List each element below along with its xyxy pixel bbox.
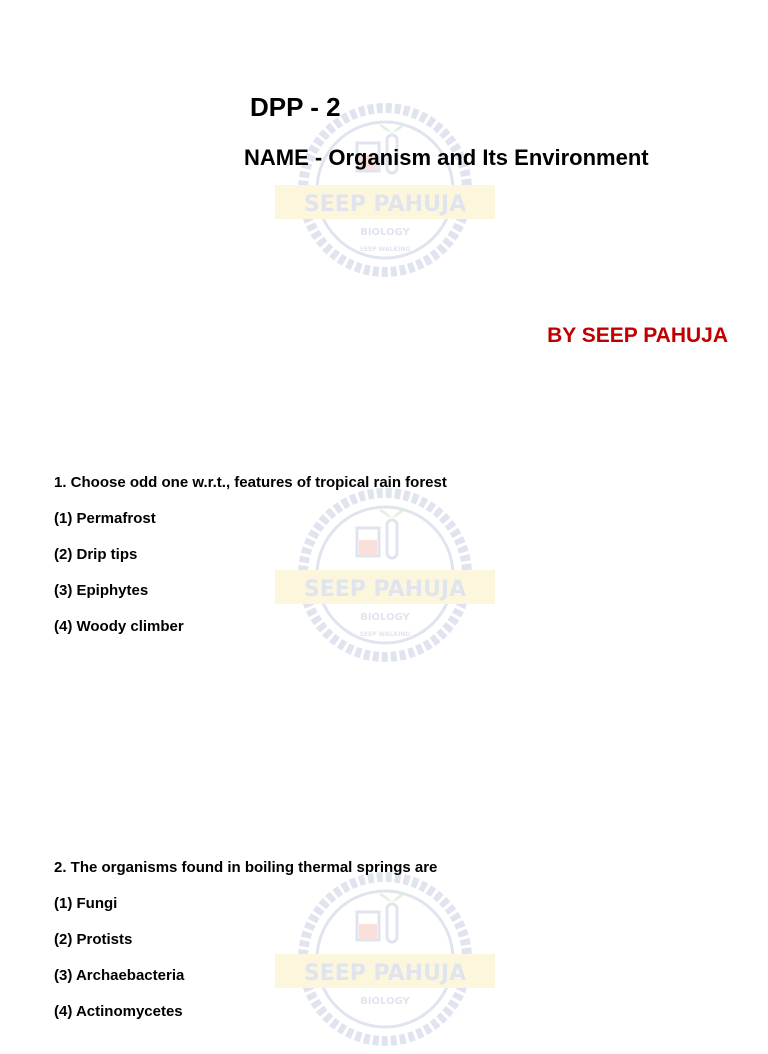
watermark-tagline-text: BIOLOGY [360, 227, 410, 238]
document-title: DPP - 2 [250, 92, 341, 122]
watermark-small-text: SEEP WALKING [359, 631, 411, 638]
watermark-tagline-text: BIOLOGY [360, 612, 410, 623]
option-4: (4) Woody climber [54, 618, 184, 635]
watermark-brand-text: SEEP PAHUJA [303, 192, 467, 217]
question-text: 1. Choose odd one w.r.t., features of tropical rain forest [54, 474, 447, 491]
question-2 [54, 859, 734, 1039]
option-4: (4) Actinomycetes [54, 1003, 183, 1020]
option-3: (3) Archaebacteria [54, 967, 185, 984]
option-1: (1) Permafrost [54, 510, 156, 527]
author-credit: BY SEEP PAHUJA [547, 324, 728, 347]
watermark-tagline-text: BIOLOGY [360, 996, 410, 1007]
option-2: (2) Protists [54, 931, 133, 948]
option-1: (1) Fungi [54, 895, 118, 912]
watermark-brand-text: SEEP PAHUJA [303, 577, 467, 602]
seep-pahuja-logo-watermark [275, 95, 495, 285]
question-text: 2. The organisms found in boiling thermal springs are [54, 859, 438, 876]
option-2: (2) Drip tips [54, 546, 138, 563]
watermark-brand-text: SEEP PAHUJA [303, 961, 467, 986]
option-3: (3) Epiphytes [54, 582, 149, 599]
document-subtitle: NAME - Organism and Its Environment [244, 145, 649, 170]
watermark-small-text: SEEP WALKING [359, 246, 411, 253]
question-1 [54, 474, 734, 654]
